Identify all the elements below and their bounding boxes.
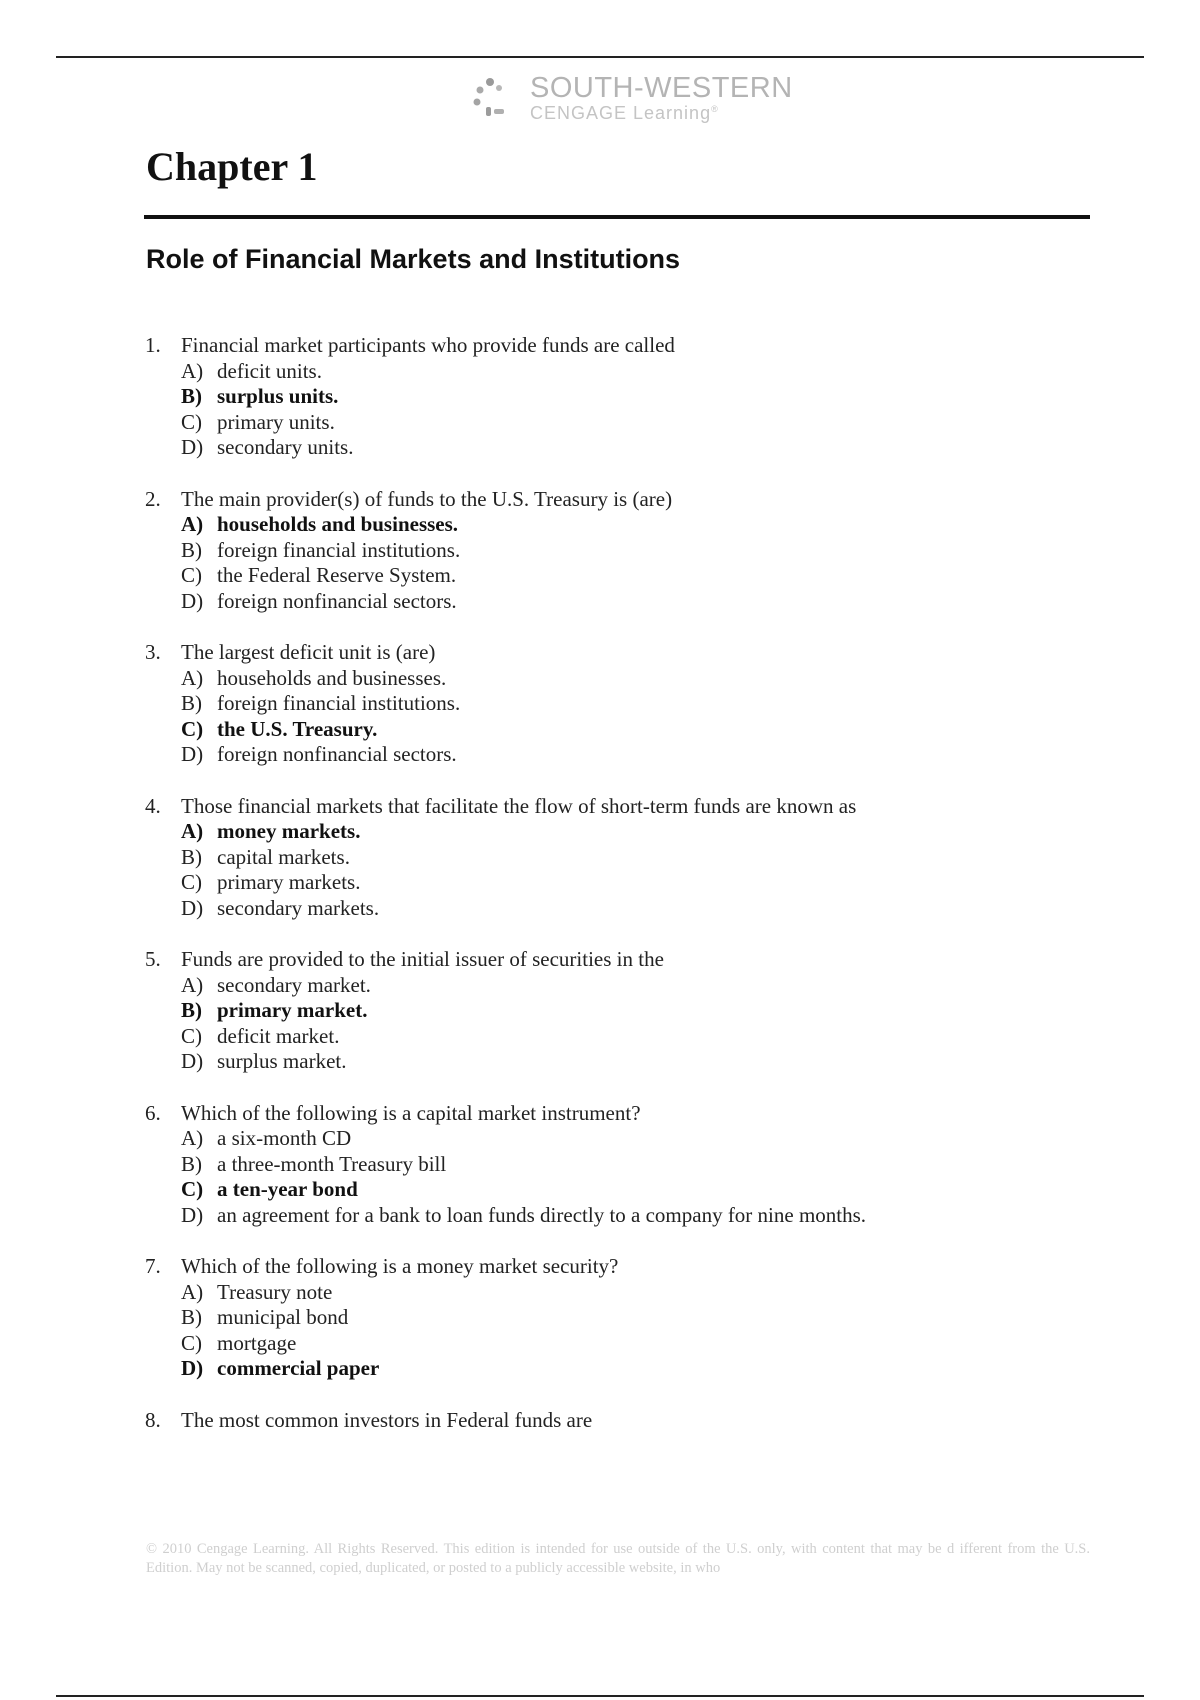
option-text: primary market. (217, 998, 368, 1022)
option-letter: B) (181, 1151, 202, 1176)
question-8 (145, 1408, 1105, 1434)
option-text: primary markets. (217, 870, 361, 894)
option-text: foreign financial institutions. (217, 691, 461, 715)
logo-trademark: ® (711, 104, 719, 114)
answer-option (145, 973, 1105, 999)
option-text: capital markets. (217, 844, 350, 869)
question-number: 4. (145, 793, 161, 818)
question-text: The main provider(s) of funds to the U.S. Treasury is (are) (181, 486, 673, 511)
option-letter: D) (181, 895, 204, 920)
option-text: surplus market. (217, 1049, 347, 1073)
answer-option (145, 870, 1105, 896)
option-letter: D) (181, 742, 204, 766)
logo-subtitle (530, 103, 719, 124)
option-text: Treasury note (217, 1279, 333, 1304)
question-number: 2. (145, 486, 161, 511)
question-stem (145, 1408, 1105, 1434)
question-number: 5. (145, 947, 161, 971)
option-letter: B) (181, 844, 202, 869)
question-text: Financial market participants who provide funds are called (181, 333, 675, 357)
answer-option (145, 359, 1105, 385)
answer-option (145, 1305, 1105, 1331)
option-text: deficit market. (217, 1023, 340, 1048)
option-letter: A) (181, 1126, 204, 1150)
answer-option (145, 1331, 1105, 1357)
option-text: households and businesses. (217, 512, 459, 536)
question-stem (145, 1101, 1105, 1127)
question-stem (145, 640, 1105, 666)
answer-option (145, 410, 1105, 436)
question-text: The most common investors in Federal funds are (181, 1407, 593, 1432)
option-letter: C) (181, 1330, 202, 1355)
option-letter: A) (181, 665, 204, 690)
question-1 (145, 333, 1105, 461)
question-text: Funds are provided to the initial issuer of securities in the (181, 947, 664, 971)
answer-option (145, 1049, 1105, 1075)
option-letter: C) (181, 870, 202, 894)
section-title: Role of Financial Markets and Institutions (146, 244, 681, 274)
answer-option (145, 742, 1105, 768)
cengage-dots-icon (472, 76, 516, 122)
option-text: secondary units. (217, 435, 354, 459)
option-letter: A) (181, 358, 204, 383)
option-letter: C) (181, 1023, 202, 1048)
answer-option (145, 1126, 1105, 1152)
answer-option-correct (145, 998, 1105, 1024)
question-stem (145, 1254, 1105, 1280)
question-stem (145, 794, 1105, 820)
question-number: 8. (145, 1407, 161, 1432)
answer-option-correct (145, 512, 1105, 538)
option-letter: A) (181, 1279, 204, 1304)
question-7 (145, 1254, 1105, 1382)
question-text: The largest deficit unit is (are) (181, 640, 436, 664)
option-letter: B) (181, 384, 202, 408)
option-text: an agreement for a bank to loan funds directly to a company for nine months. (217, 1202, 867, 1227)
answer-option (145, 538, 1105, 564)
option-letter: B) (181, 998, 202, 1022)
question-number: 1. (145, 333, 161, 357)
option-text: money markets. (217, 819, 361, 843)
option-text: foreign financial institutions. (217, 537, 461, 562)
question-3 (145, 640, 1105, 768)
answer-option (145, 1152, 1105, 1178)
answer-option-correct (145, 717, 1105, 743)
option-letter: D) (181, 588, 204, 613)
answer-option (145, 896, 1105, 922)
option-letter: B) (181, 537, 202, 562)
answer-option (145, 1280, 1105, 1306)
option-text: a six-month CD (217, 1126, 352, 1150)
answer-option (145, 563, 1105, 589)
option-letter: C) (181, 563, 202, 587)
question-list (145, 333, 1105, 1459)
question-text: Those financial markets that facilitate the flow of short-term funds are known as (181, 793, 857, 818)
option-text: foreign nonfinancial sectors. (217, 742, 457, 766)
option-letter: D) (181, 1356, 204, 1380)
logo-subtitle-text: CENGAGE Learning (530, 103, 712, 123)
copyright-footer: © 2010 Cengage Learning. All Rights Reserved. This edition is intended for use outside of the U.S. only, with content that may be d ifferent from the U.S. Edition. May not be scanned, copied, duplicated, or posted to a publicly accessible website, in who (146, 1541, 1090, 1576)
question-number: 6. (145, 1100, 161, 1125)
question-2 (145, 487, 1105, 615)
question-4 (145, 794, 1105, 922)
option-text: foreign nonfinancial sectors. (217, 588, 457, 613)
option-text: the U.S. Treasury. (217, 716, 378, 741)
question-text: Which of the following is a money market security? (181, 1254, 619, 1278)
option-text: commercial paper (217, 1356, 380, 1380)
answer-option (145, 435, 1105, 461)
answer-option (145, 1024, 1105, 1050)
top-rule (56, 56, 1144, 58)
option-letter: D) (181, 1049, 204, 1073)
option-letter: D) (181, 1202, 204, 1227)
question-text: Which of the following is a capital market instrument? (181, 1100, 641, 1125)
question-stem (145, 947, 1105, 973)
option-letter: C) (181, 409, 202, 434)
option-text: a ten-year bond (217, 1177, 358, 1201)
answer-option-correct (145, 819, 1105, 845)
option-letter: A) (181, 972, 204, 997)
option-letter: D) (181, 435, 204, 459)
answer-option (145, 589, 1105, 615)
option-letter: C) (181, 716, 204, 741)
option-text: municipal bond (217, 1305, 349, 1329)
answer-option-correct (145, 1177, 1105, 1203)
question-6 (145, 1101, 1105, 1229)
answer-option (145, 666, 1105, 692)
answer-option-correct (145, 384, 1105, 410)
question-stem (145, 333, 1105, 359)
option-letter: C) (181, 1177, 204, 1201)
publisher-logo (472, 70, 793, 126)
chapter-title: Chapter 1 (146, 144, 318, 189)
option-text: mortgage (217, 1330, 297, 1355)
option-letter: A) (181, 819, 204, 843)
option-letter: A) (181, 512, 204, 536)
option-text: deficit units. (217, 358, 322, 383)
question-number: 7. (145, 1254, 161, 1278)
option-letter: B) (181, 1305, 202, 1329)
answer-option (145, 845, 1105, 871)
option-text: the Federal Reserve System. (217, 563, 457, 587)
option-text: a three-month Treasury bill (217, 1151, 447, 1176)
answer-option (145, 1203, 1105, 1229)
option-text: secondary market. (217, 972, 371, 997)
answer-option-correct (145, 1356, 1105, 1382)
bottom-rule (56, 1695, 1144, 1697)
question-5 (145, 947, 1105, 1075)
question-number: 3. (145, 640, 161, 664)
option-text: secondary markets. (217, 895, 380, 920)
question-stem (145, 487, 1105, 513)
chapter-rule (144, 215, 1090, 219)
option-text: households and businesses. (217, 665, 447, 690)
answer-option (145, 691, 1105, 717)
option-text: primary units. (217, 409, 335, 434)
option-text: surplus units. (217, 384, 339, 408)
logo-title: SOUTH-WESTERN (530, 72, 793, 104)
option-letter: B) (181, 691, 202, 715)
